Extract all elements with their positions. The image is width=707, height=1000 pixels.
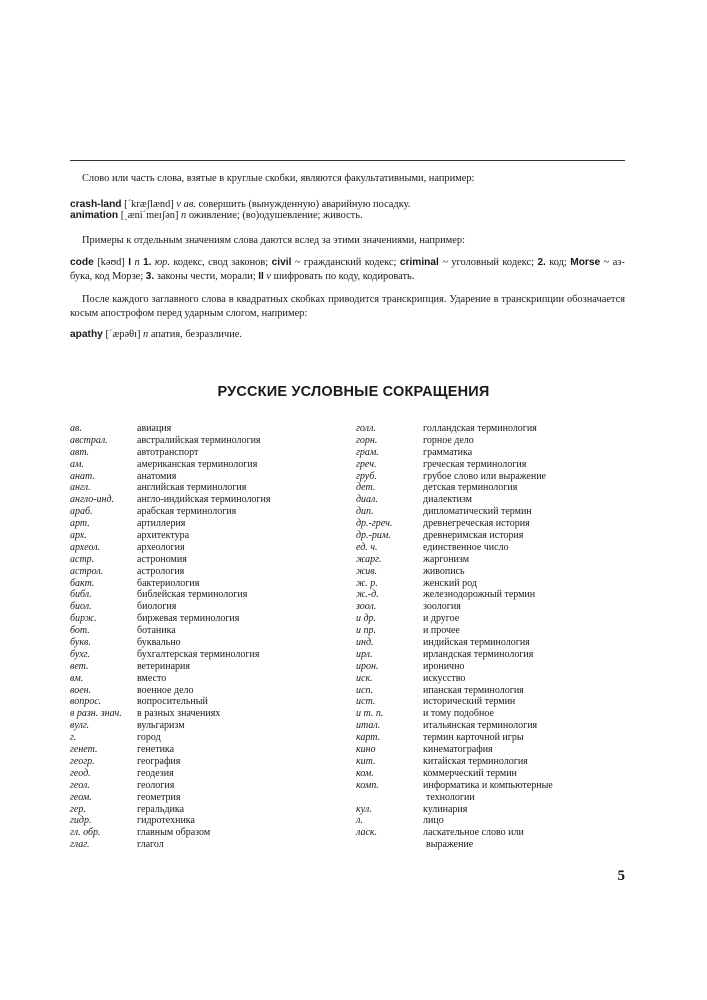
abbreviation-meaning: ветеринария: [137, 660, 191, 672]
abbreviation: и пр.: [356, 625, 376, 637]
abbreviation: астрол.: [70, 565, 104, 577]
abbreviation: геом.: [70, 791, 92, 803]
abbreviation-row: [70, 542, 270, 554]
abbreviation-row: [356, 744, 553, 756]
definition: оживление; (во)одушевление; живость.: [188, 210, 363, 221]
abbreviation-meaning: геометрия: [137, 791, 181, 803]
abbreviation-row: [70, 471, 270, 483]
abbreviation-meaning: астрономия: [137, 553, 187, 565]
definition: кодекс, свод законов;: [173, 257, 269, 268]
intro-paragraph-optional-parts: Слово или часть слова, взятые в круглые скобки, являются факультативными, например:: [82, 173, 475, 184]
abbreviation: воен.: [70, 684, 92, 696]
abbreviation-row: [70, 780, 270, 792]
abbreviation: вулг.: [70, 720, 90, 732]
abbreviation-meaning: в разных значениях: [137, 708, 221, 720]
abbreviation: ам.: [70, 458, 84, 470]
abbreviation-row: [356, 815, 553, 827]
abbreviation: горн.: [356, 434, 378, 446]
abbreviation: г.: [70, 732, 77, 744]
definition: ~ гражданский кодекс;: [294, 257, 397, 268]
abbreviation-row: [356, 625, 553, 637]
abbreviation-row: [70, 589, 270, 601]
abbreviation-row: [70, 554, 270, 566]
abbreviation-row: [356, 435, 553, 447]
abbreviation: грам.: [356, 446, 379, 458]
abbreviation: генет.: [70, 744, 98, 756]
abbreviation-meaning: иронично: [423, 660, 465, 672]
abbreviation: ирон.: [356, 660, 379, 672]
part-of-speech: v: [266, 271, 272, 282]
roman-numeral: I: [128, 257, 132, 268]
abbreviation: комп.: [356, 779, 379, 791]
sense-number: 1.: [143, 257, 152, 268]
abbreviation-meaning: австралийская терминология: [137, 434, 261, 446]
usage-label: юр.: [154, 257, 170, 268]
abbreviation-row: [70, 625, 270, 637]
abbreviation: ирл.: [356, 648, 373, 660]
abbreviation-meaning: итальянская терминология: [423, 720, 538, 732]
abbreviation: археол.: [70, 541, 101, 553]
definition: код;: [549, 257, 567, 268]
abbreviation-row: [70, 792, 270, 804]
abbreviation: анат.: [70, 470, 95, 482]
abbreviation-row: [356, 601, 553, 613]
abbreviation-row: [356, 732, 553, 744]
abbreviation-meaning: грубое слово или выражение: [423, 470, 546, 482]
abbreviation-meaning: геодезия: [137, 767, 174, 779]
abbreviation-meaning: вульгаризм: [137, 720, 185, 732]
transcription: [ˊæpəθɪ]: [105, 329, 141, 340]
sub-headword: criminal: [399, 257, 439, 268]
abbreviation-row: [356, 423, 553, 435]
abbreviation-meaning: биржевая терминология: [137, 613, 240, 625]
roman-numeral: II: [258, 271, 264, 282]
abbreviation: жарг.: [356, 553, 382, 565]
abbreviation-row: [356, 482, 553, 494]
header-rule: [70, 160, 625, 161]
abbreviation-meaning: библейская терминология: [137, 589, 248, 601]
abbreviation-meaning: главным образом: [137, 827, 211, 839]
abbreviation: и др.: [356, 613, 377, 625]
abbreviation-row: [70, 530, 270, 542]
abbreviation: арх.: [70, 530, 87, 542]
sub-headword: civil: [271, 257, 292, 268]
abbreviation-row: [356, 839, 553, 851]
abbreviation-meaning: бактериология: [137, 577, 200, 589]
abbreviation-row: [356, 756, 553, 768]
abbreviation-meaning: военное дело: [137, 684, 194, 696]
abbreviation-meaning: археология: [137, 541, 185, 553]
abbreviation-row: [70, 601, 270, 613]
abbreviation: зоол.: [356, 601, 377, 613]
abbreviation: вопрос.: [70, 696, 102, 708]
abbreviation: [356, 792, 423, 804]
definition: ~ уголовный кодекс;: [442, 257, 535, 268]
intro-paragraph-examples: Примеры к отдельным значениям слова даются вслед за этими значениями, например:: [82, 235, 465, 246]
abbreviation-row: [356, 518, 553, 530]
abbreviation-row: [70, 732, 270, 744]
abbreviation: др.-рим.: [356, 530, 391, 542]
abbreviation: глаг.: [70, 839, 90, 851]
abbreviation-meaning: древнеримская история: [423, 530, 524, 542]
example-entry-code: [70, 256, 625, 284]
abbreviation-row: [356, 542, 553, 554]
abbreviation-row: [356, 447, 553, 459]
section-title: РУССКИЕ УСЛОВНЫЕ СОКРАЩЕНИЯ: [217, 384, 490, 400]
definition: совершить (вынужденную) аварийную посадку.: [198, 199, 411, 210]
abbreviation: геогр.: [70, 755, 95, 767]
abbreviation-meaning: греческая терминология: [423, 458, 527, 470]
abbreviation-row: [356, 554, 553, 566]
abbreviation-meaning: диалектизм: [423, 494, 472, 506]
definition: шифровать по коду, кодировать.: [273, 271, 415, 282]
abbreviation-row: [70, 637, 270, 649]
abbreviation-meaning: и прочее: [423, 625, 460, 637]
abbreviation-meaning: гидротехника: [137, 815, 195, 827]
abbreviation-meaning: древнегреческая история: [423, 518, 530, 530]
abbreviation: астр.: [70, 553, 95, 565]
abbreviation: голл.: [356, 423, 376, 434]
abbreviation-row: [356, 827, 553, 839]
abbreviation-row: [356, 459, 553, 471]
abbreviation: австрал.: [70, 434, 108, 446]
abbreviation-meaning: жаргонизм: [423, 553, 470, 565]
abbreviation-row: [70, 720, 270, 732]
abbreviation-meaning: арабская терминология: [137, 506, 237, 518]
definition: апатия, безразличие.: [150, 329, 242, 340]
abbreviation-row: [70, 482, 270, 494]
abbreviation-meaning: астрология: [137, 565, 185, 577]
abbreviation-row: [356, 494, 553, 506]
abbreviation-row: [356, 589, 553, 601]
abbreviation-row: [70, 423, 270, 435]
abbreviation: жив.: [356, 565, 378, 577]
abbreviation-row: [70, 685, 270, 697]
example-entry-animation: [70, 209, 625, 222]
abbreviation-meaning: кулинария: [423, 803, 468, 815]
headword: animation: [70, 210, 119, 221]
abbreviation: карт.: [356, 732, 381, 744]
abbreviation-row: [356, 661, 553, 673]
abbreviation-row: [70, 661, 270, 673]
abbreviation-row: [356, 708, 553, 720]
abbreviation: др.-греч.: [356, 518, 393, 530]
abbreviation-row: [70, 756, 270, 768]
abbreviation-row: [356, 720, 553, 732]
abbreviation-meaning: индийская терминология: [423, 637, 530, 649]
abbreviation: геод.: [70, 767, 91, 779]
abbreviation-row: [70, 804, 270, 816]
part-of-speech: n: [134, 257, 140, 268]
abbreviation: ед. ч.: [356, 541, 378, 553]
abbreviation: геол.: [70, 779, 90, 791]
abbreviation-row: [356, 530, 553, 542]
abbreviation: л.: [356, 815, 363, 827]
abbreviation: дип.: [356, 506, 374, 518]
abbreviation-meaning: ботаника: [137, 625, 176, 637]
abbreviation-meaning: биология: [137, 601, 177, 613]
abbreviation-meaning: вместо: [137, 672, 167, 684]
abbreviation: дет.: [356, 482, 376, 494]
abbreviation-row: [356, 804, 553, 816]
abbreviation-meaning: англо-индийская терминология: [137, 494, 271, 506]
sub-headword: Morse: [570, 257, 601, 268]
headword: code: [70, 257, 94, 268]
abbreviation-row: [70, 673, 270, 685]
abbreviation: гер.: [70, 803, 86, 815]
abbreviation-meaning: горное дело: [423, 434, 474, 446]
intro-paragraph-transcription: После каждого заглавного слова в квадратных скобках приводится транскрипция. Ударение в транскрипции обозначается косым апострофом перед ударным слогом, например:: [70, 294, 625, 319]
abbreviation: кит.: [356, 755, 376, 767]
abbreviation-meaning: коммерческий термин: [423, 767, 517, 779]
abbreviation-meaning: география: [137, 755, 181, 767]
abbreviation-meaning: железнодорожный термин: [423, 589, 536, 601]
abbreviation: груб.: [356, 470, 377, 482]
abbreviation-meaning: автотранспорт: [137, 446, 199, 458]
abbreviation: бот.: [70, 625, 90, 637]
abbreviation-row: [356, 506, 553, 518]
abbreviation: ж.-д.: [356, 589, 379, 601]
abbreviation: диал.: [356, 494, 378, 506]
abbreviation-meaning: анатомия: [137, 470, 177, 482]
abbreviation-row: [70, 435, 270, 447]
abbreviation-meaning: живопись: [423, 565, 465, 577]
abbreviation: ласк.: [356, 827, 378, 839]
abbreviation-meaning: американская терминология: [137, 458, 258, 470]
part-of-speech: v: [176, 199, 182, 210]
abbreviation-meaning: дипломатический термин: [423, 506, 532, 518]
usage-label: ав.: [183, 199, 196, 210]
abbreviation: греч.: [356, 458, 377, 470]
abbreviation-row: [356, 471, 553, 483]
abbreviation: исп.: [356, 684, 373, 696]
abbreviation: ком.: [356, 767, 374, 779]
example-entry-apathy: [70, 328, 625, 341]
headword: apathy: [70, 329, 103, 340]
abbreviation-row: [70, 649, 270, 661]
abbreviation-row: [70, 815, 270, 827]
abbreviation-meaning: единственное число: [423, 541, 509, 553]
part-of-speech: n: [181, 210, 187, 221]
abbreviation-meaning: выражение: [426, 839, 474, 851]
abbreviation: бакт.: [70, 577, 95, 589]
abbreviation-row: [70, 839, 270, 851]
abbreviation: гл. обр.: [70, 827, 101, 839]
abbreviation: гидр.: [70, 815, 92, 827]
abbreviation: арт.: [70, 518, 90, 530]
abbreviation-row: [70, 768, 270, 780]
abbreviation-meaning: и тому подобное: [423, 708, 494, 720]
abbreviation: ав.: [70, 423, 82, 434]
abbreviation-row: [356, 792, 553, 804]
abbreviation: кул.: [356, 803, 372, 815]
abbreviation-meaning: глагол: [137, 839, 164, 851]
abbreviation-row: [70, 696, 270, 708]
abbreviation: бухг.: [70, 648, 90, 660]
abbreviation-row: [356, 780, 553, 792]
abbreviation-meaning: бухгалтерская терминология: [137, 648, 260, 660]
abbreviation-meaning: артиллерия: [137, 518, 186, 530]
abbreviation: араб.: [70, 506, 93, 518]
abbreviation-meaning: женский род: [423, 577, 477, 589]
abbreviation-row: [70, 566, 270, 578]
abbreviation-meaning: зоология: [423, 601, 461, 613]
abbreviation-meaning: город: [137, 732, 161, 744]
abbreviation-row: [70, 447, 270, 459]
abbreviations-column-left: [70, 423, 270, 851]
abbreviation-row: [70, 518, 270, 530]
abbreviation-row: [356, 685, 553, 697]
abbreviation-row: [70, 744, 270, 756]
abbreviation-row: [356, 768, 553, 780]
headword: crash-land: [70, 199, 122, 210]
abbreviation-meaning: авиация: [137, 423, 172, 434]
sense-number: 3.: [145, 271, 155, 282]
abbreviation: букв.: [70, 637, 91, 649]
abbreviation-row: [356, 637, 553, 649]
abbreviation-row: [70, 827, 270, 839]
abbreviation: библ.: [70, 589, 92, 601]
abbreviation-meaning: ипанская терминология: [423, 684, 524, 696]
abbreviation-meaning: геральдика: [137, 803, 185, 815]
abbreviation: вм.: [70, 672, 84, 684]
abbreviation: вет.: [70, 660, 89, 672]
abbreviation: англо-инд.: [70, 494, 115, 506]
abbreviation: итал.: [356, 720, 381, 732]
abbreviation: ист.: [356, 696, 376, 708]
abbreviation-meaning: архитектура: [137, 530, 190, 542]
abbreviation-meaning: лицо: [423, 815, 444, 827]
definition: законы чести, морали;: [156, 271, 256, 282]
definition: ~ аз-бука, код Морзе;: [70, 257, 625, 282]
abbreviation: инд.: [356, 637, 374, 649]
abbreviation-meaning: генетика: [137, 744, 175, 756]
abbreviation-row: [70, 506, 270, 518]
abbreviation-meaning: английская терминология: [137, 482, 247, 494]
abbreviation: ж. р.: [356, 577, 378, 589]
abbreviation-row: [70, 578, 270, 590]
abbreviation-meaning: ирландская терминология: [423, 648, 534, 660]
abbreviation-meaning: геология: [137, 779, 175, 791]
abbreviation: [356, 839, 423, 851]
abbreviation-meaning: детская терминология: [423, 482, 518, 494]
abbreviation: кино: [356, 744, 376, 756]
page-number: 5: [617, 868, 625, 884]
abbreviation-meaning: грамматика: [423, 446, 473, 458]
abbreviation-meaning: искусство: [423, 672, 466, 684]
abbreviation-meaning: ласкательное слово или: [423, 827, 524, 839]
abbreviation: биол.: [70, 601, 92, 613]
abbreviation-row: [70, 708, 270, 720]
abbreviation-meaning: термин карточной игры: [423, 732, 524, 744]
abbreviation-row: [356, 649, 553, 661]
abbreviation-row: [356, 613, 553, 625]
abbreviation-meaning: голландская терминология: [423, 423, 537, 434]
part-of-speech: n: [143, 329, 149, 340]
abbreviation-meaning: буквально: [137, 637, 181, 649]
abbreviation-meaning: кинематография: [423, 744, 493, 756]
abbreviation-row: [70, 613, 270, 625]
abbreviation-row: [356, 673, 553, 685]
abbreviation-row: [356, 696, 553, 708]
abbreviation-meaning: и другое: [423, 613, 460, 625]
transcription: [kəʊd]: [97, 257, 125, 268]
abbreviation: англ.: [70, 482, 91, 494]
abbreviation: иск.: [356, 672, 373, 684]
abbreviation-meaning: исторический термин: [423, 696, 516, 708]
abbreviation: в разн. знач.: [70, 708, 122, 720]
abbreviations-column-right: [356, 423, 553, 851]
abbreviation-row: [70, 494, 270, 506]
abbreviation: авт.: [70, 446, 90, 458]
abbreviation: бирж.: [70, 613, 97, 625]
abbreviation-row: [70, 459, 270, 471]
abbreviation-meaning: технологии: [426, 791, 475, 803]
abbreviation-meaning: вопросительный: [137, 696, 208, 708]
abbreviation-meaning: китайская терминология: [423, 755, 528, 767]
sense-number: 2.: [537, 257, 546, 268]
abbreviation: и т. п.: [356, 708, 384, 720]
abbreviation-meaning: информатика и компьютерные: [423, 779, 553, 791]
transcription: [ˊkræʃlænd]: [124, 199, 174, 210]
abbreviation-row: [356, 566, 553, 578]
abbreviation-row: [356, 578, 553, 590]
transcription: [ˏæniˊmeɪʃən]: [120, 210, 179, 221]
